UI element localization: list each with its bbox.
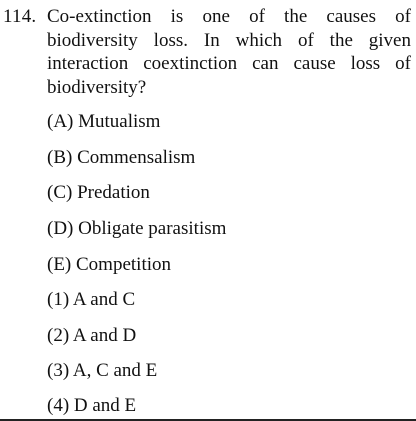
question-line: biodiversity loss. In which of the given (47, 29, 411, 51)
question-line: biodiversity? (47, 76, 147, 98)
statement-e: (E) Competition (47, 254, 172, 275)
statement-b: (B) Commensalism (47, 147, 196, 168)
question-text (47, 5, 411, 99)
statement-a: (A) Mutualism (47, 111, 161, 132)
answer-choice-2[interactable]: (2) A and D (47, 325, 137, 346)
question-line: Co-extinction is one of the causes of (47, 6, 411, 27)
answer-choice-4[interactable]: (4) D and E (47, 395, 137, 416)
statement-c: (C) Predation (47, 182, 150, 203)
statement-d: (D) Obligate parasitism (47, 218, 227, 239)
question-number: 114. (3, 6, 37, 27)
answer-choice-3[interactable]: (3) A, C and E (47, 360, 158, 381)
answer-choice-1[interactable]: (1) A and C (47, 289, 136, 310)
question-line: interaction coextinction can cause loss of (47, 53, 411, 74)
